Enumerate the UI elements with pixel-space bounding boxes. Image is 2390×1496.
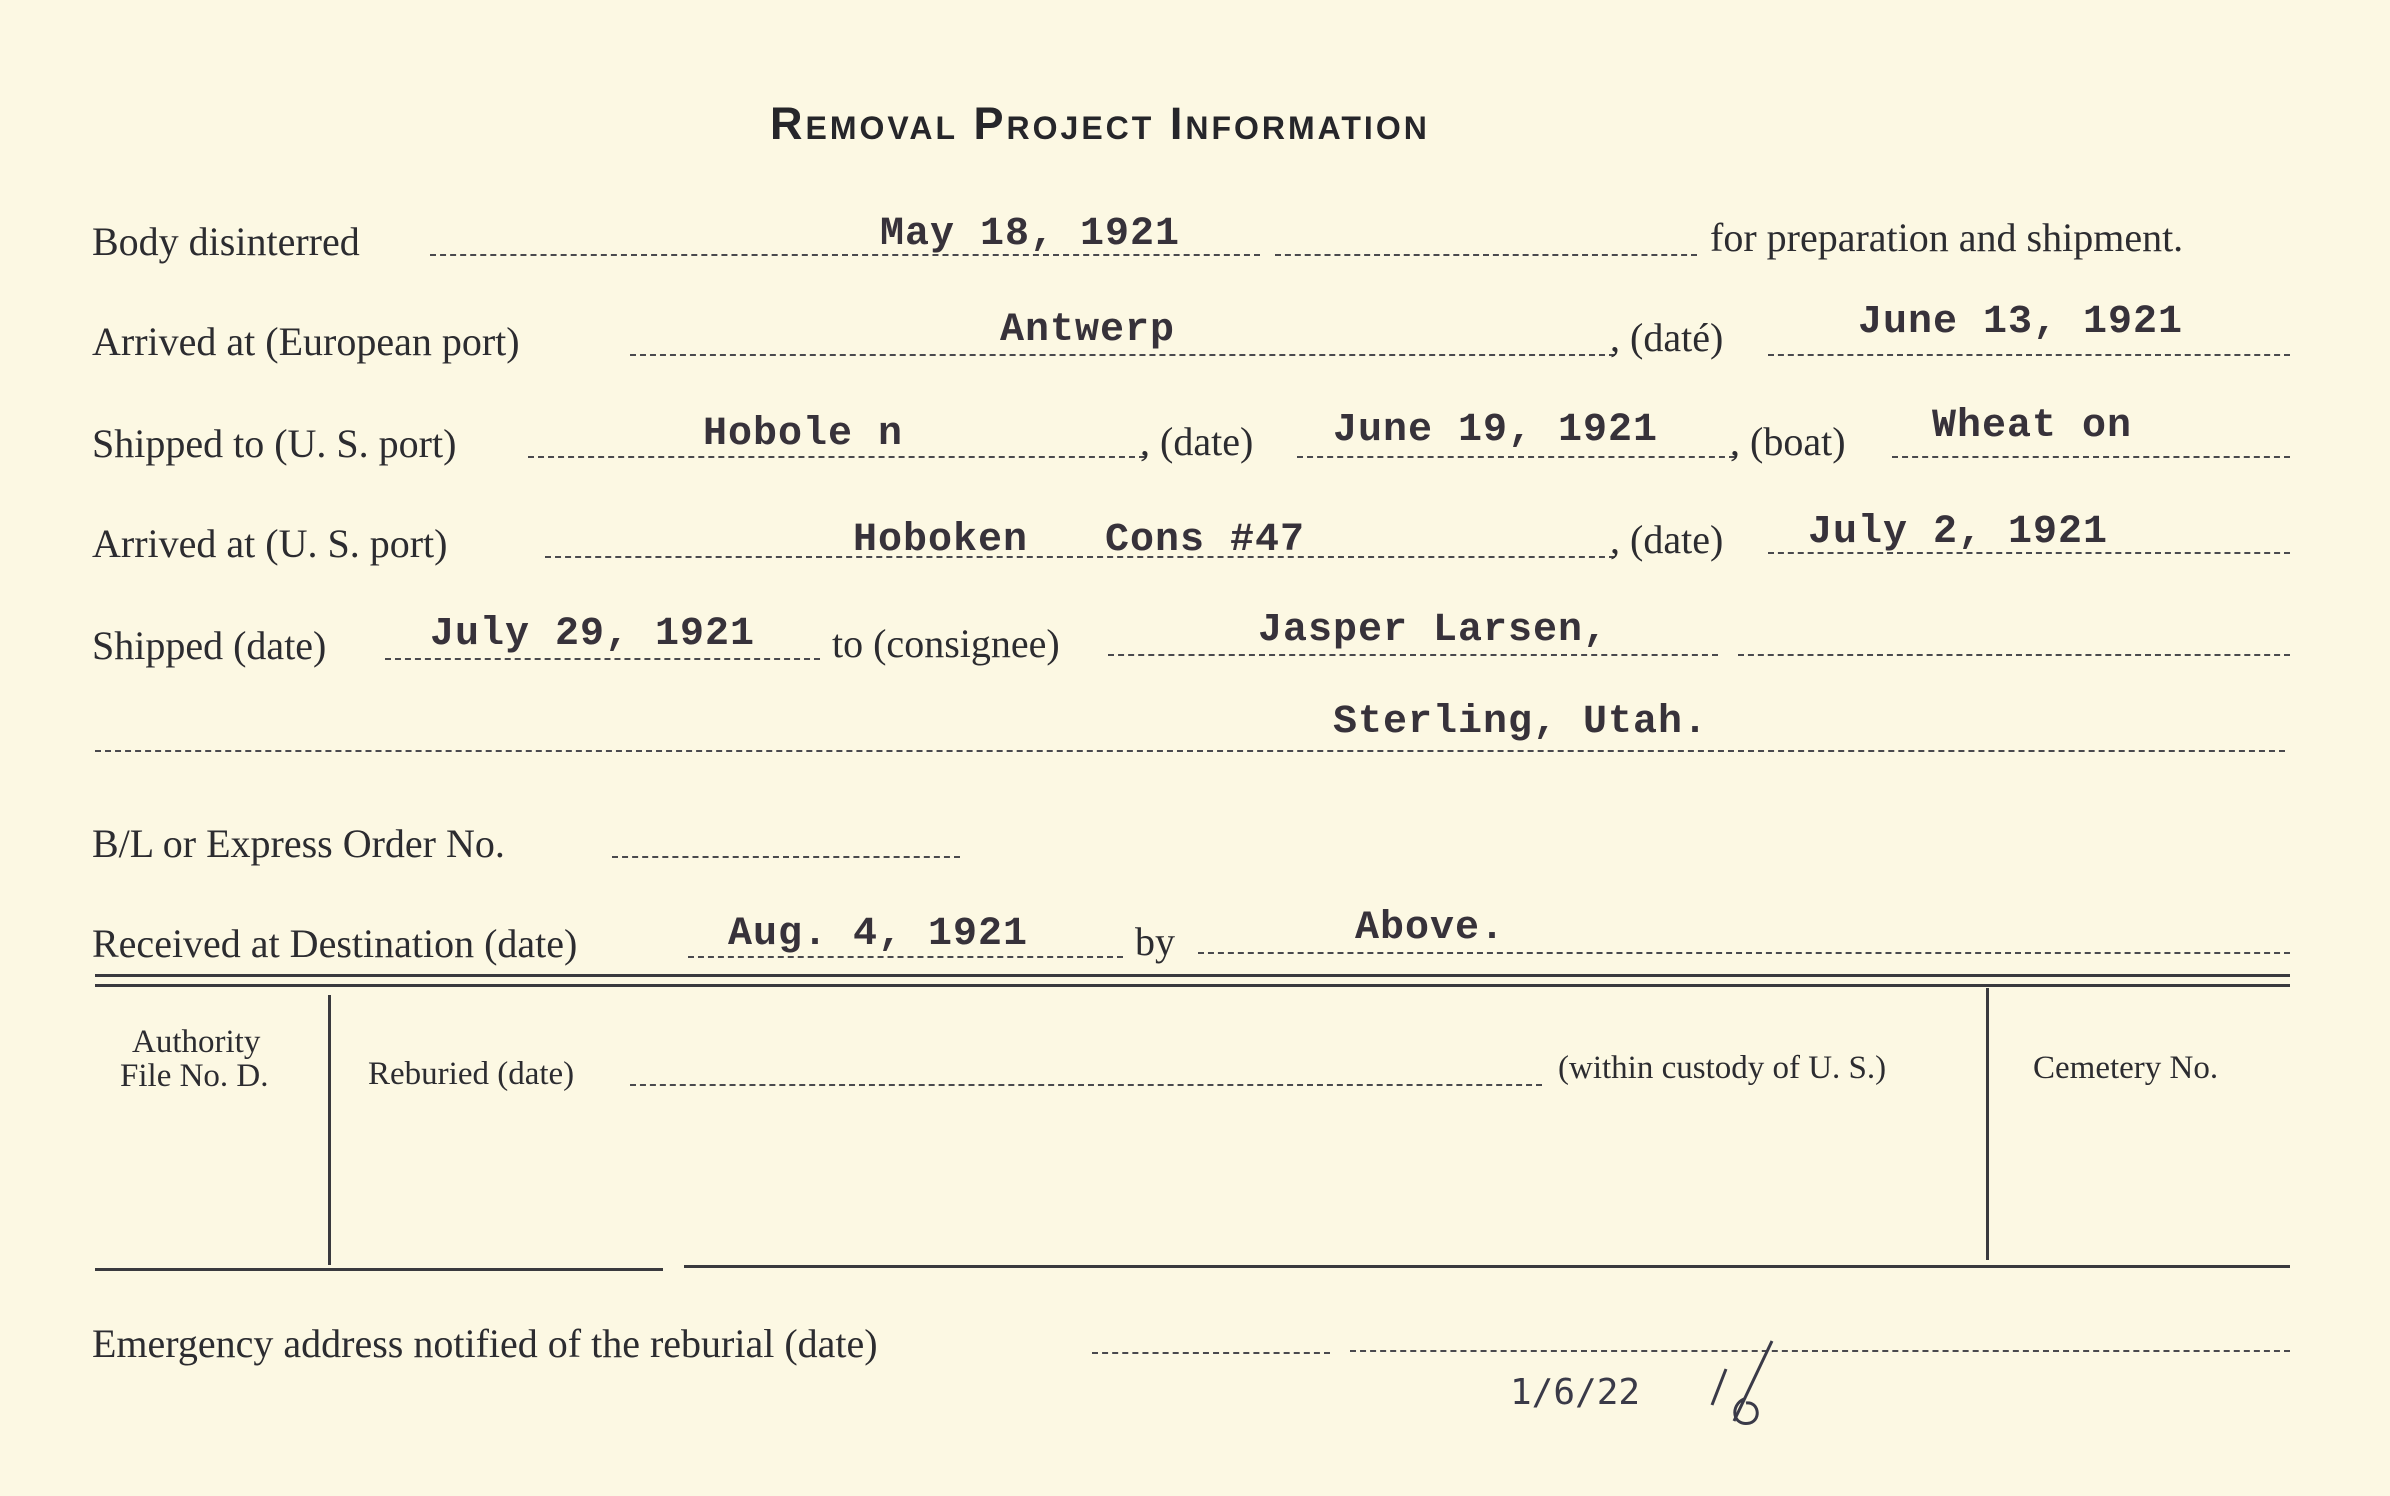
european-port-date-line [1768, 354, 2290, 356]
received-value: Aug. 4, 1921 [728, 912, 1029, 957]
table-divider-right [1986, 988, 1989, 1260]
shipped-us-boat-value: Wheat on [1932, 404, 2133, 449]
disinterred-suffix: for preparation and shipment. [1710, 215, 2184, 260]
reburied-label: Reburied (date) [368, 1056, 575, 1092]
arrived-us-label: Arrived at (U. S. port) [92, 521, 448, 566]
european-port-date-label: , (daté) [1610, 315, 1724, 360]
shipped-us-date-value: June 19, 1921 [1333, 408, 1659, 453]
emergency-label: Emergency address notified of the reburial (date) [92, 1321, 878, 1366]
shipped-us-date-line [1297, 456, 1735, 458]
arrived-us-date-value: July 2, 1921 [1808, 510, 2109, 555]
authority-label-line1: Authority [132, 1024, 261, 1060]
european-port-value: Antwerp [1000, 308, 1176, 353]
shipped-us-value: Hobole n [703, 412, 904, 457]
bl-line [612, 856, 960, 858]
address-line [95, 750, 2285, 752]
received-label: Received at Destination (date) [92, 921, 578, 966]
card-title: Removal Project Information [770, 98, 1430, 149]
table-bottom-rule-1 [95, 1268, 663, 1271]
emergency-line [1092, 1352, 1330, 1354]
shipped-us-label: Shipped to (U. S. port) [92, 421, 457, 466]
emergency-line-2 [1350, 1350, 2290, 1352]
table-bottom-rule-2 [684, 1265, 2290, 1268]
arrived-us-value: Hoboken [853, 518, 1029, 563]
disinterred-label: Body disinterred [92, 219, 360, 264]
table-divider-left [328, 995, 331, 1265]
european-port-label: Arrived at (European port) [92, 319, 520, 364]
consignee-line-2 [1738, 654, 2290, 656]
disinterred-value: May 18, 1921 [880, 212, 1181, 257]
arrived-us-line [545, 556, 1615, 558]
shipped-us-boat-line [1892, 456, 2290, 458]
received-by-line [1198, 952, 2290, 954]
arrived-us-consignment: Cons #47 [1105, 518, 1306, 563]
consignee-line [1108, 654, 1718, 656]
shipped-date-value: July 29, 1921 [430, 612, 756, 657]
table-top-rule [95, 974, 2290, 977]
european-port-line [630, 354, 1615, 356]
european-port-date-value: June 13, 1921 [1858, 300, 2184, 345]
disinterred-line-2 [1275, 254, 1697, 256]
emergency-note: 1/6/22 [1510, 1372, 1641, 1413]
reburied-line [630, 1084, 1542, 1086]
consignee-label: to (consignee) [832, 621, 1060, 666]
received-by-value: Above. [1355, 906, 1506, 951]
arrived-us-date-label: , (date) [1610, 517, 1724, 562]
authority-label-line2: File No. D. [120, 1058, 269, 1094]
shipped-us-date-label: , (date) [1140, 419, 1254, 464]
custody-label: (within custody of U. S.) [1558, 1050, 1887, 1086]
shipped-us-boat-label: , (boat) [1730, 419, 1846, 464]
initials-mark [1700, 1335, 1790, 1435]
consignee-value: Jasper Larsen, [1258, 608, 1609, 653]
consignee-address: Sterling, Utah. [1333, 700, 1709, 745]
shipped-date-label: Shipped (date) [92, 623, 327, 668]
shipped-date-line [385, 658, 820, 660]
bl-label: B/L or Express Order No. [92, 821, 505, 866]
received-by-label: by [1135, 919, 1175, 964]
cemetery-label: Cemetery No. [2033, 1050, 2219, 1086]
table-top-rule-2 [95, 984, 2290, 987]
